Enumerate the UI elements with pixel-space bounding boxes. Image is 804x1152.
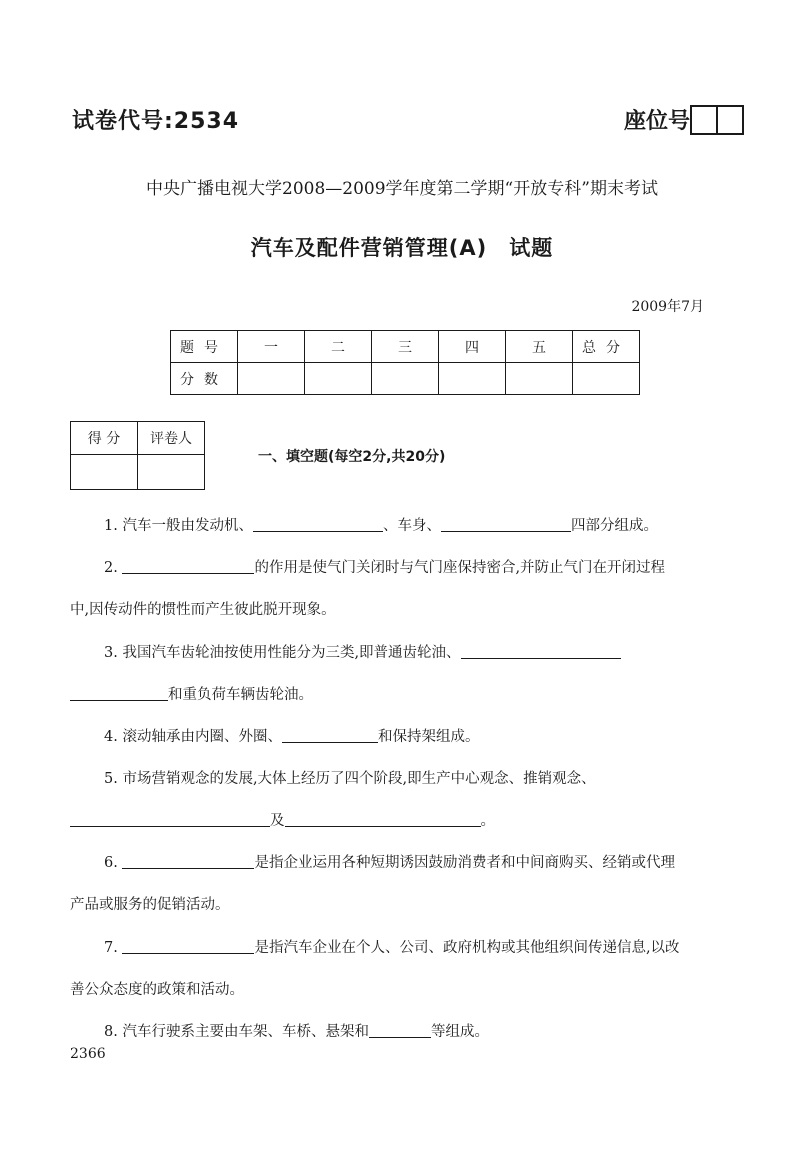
exam-title: 汽车及配件营销管理(A) 试题 bbox=[250, 236, 554, 260]
score-cell bbox=[238, 363, 305, 395]
question-5-continued bbox=[70, 809, 495, 830]
question-1 bbox=[104, 514, 658, 535]
answer-blank bbox=[253, 530, 383, 532]
score-col-1: 一 bbox=[238, 331, 305, 363]
question-5 bbox=[104, 767, 738, 788]
grader-name-cell bbox=[138, 455, 205, 490]
exam-code: 试卷代号:2534 bbox=[72, 109, 240, 134]
question-8 bbox=[104, 1020, 489, 1041]
question-2 bbox=[104, 556, 665, 577]
question-5-text-b: 及 bbox=[270, 813, 285, 829]
question-3 bbox=[104, 641, 621, 662]
question-1-text-c: 四部分组成。 bbox=[570, 518, 658, 534]
answer-blank bbox=[461, 657, 621, 659]
score-cell bbox=[305, 363, 372, 395]
question-4-text-b: 和保持架组成。 bbox=[377, 729, 480, 745]
score-col-4: 四 bbox=[439, 331, 506, 363]
answer-blank bbox=[369, 1036, 431, 1038]
exam-subtitle: 中央广播电视大学2008—2009学年度第二学期“开放专科”期末考试 bbox=[146, 179, 658, 199]
seat-number bbox=[624, 104, 744, 135]
seat-label: 座位号 bbox=[623, 109, 690, 134]
answer-blank bbox=[441, 530, 571, 532]
answer-blank bbox=[285, 825, 481, 827]
answer-blank bbox=[122, 572, 254, 574]
question-2-continued: 中,因传动件的惯性而产生彼此脱开现象。 bbox=[70, 602, 336, 618]
section-title: 一、填空题(每空2分,共20分) bbox=[258, 449, 446, 465]
score-table-score-row bbox=[171, 363, 640, 395]
seat-box bbox=[716, 105, 744, 135]
score-cell bbox=[506, 363, 573, 395]
grader-table bbox=[70, 421, 205, 490]
question-6-continued: 产品或服务的促销活动。 bbox=[70, 897, 230, 913]
question-6-text-b: 是指企业运用各种短期诱因鼓励消费者和中间商购买、经销或代理 bbox=[254, 855, 675, 871]
question-6-text-a: 6. bbox=[104, 855, 123, 871]
question-8-text-a: 8. 汽车行驶系主要由车架、车桥、悬架和 bbox=[104, 1024, 369, 1040]
score-col-3: 三 bbox=[372, 331, 439, 363]
question-4 bbox=[104, 725, 479, 746]
question-7-text-b: 是指汽车企业在个人、公司、政府机构或其他组织间传递信息,以改 bbox=[254, 940, 680, 956]
question-2-text-a: 2. bbox=[104, 560, 123, 576]
question-7-continued: 善公众态度的政策和活动。 bbox=[70, 982, 244, 998]
score-cell bbox=[573, 363, 640, 395]
score-col-2: 二 bbox=[305, 331, 372, 363]
question-1-text-b: 、车身、 bbox=[382, 518, 441, 534]
answer-blank bbox=[122, 867, 254, 869]
question-6 bbox=[104, 851, 675, 872]
score-table-row1-label: 题号 bbox=[171, 331, 238, 363]
question-2-text-b: 的作用是使气门关闭时与气门座保持密合,并防止气门在开闭过程 bbox=[254, 560, 666, 576]
question-5-text-a: 5. 市场营销观念的发展,大体上经历了四个阶段,即生产中心观念、推销观念、 bbox=[104, 771, 596, 787]
score-table-header-row bbox=[171, 331, 640, 363]
score-table bbox=[170, 330, 640, 395]
question-5-text-c: 。 bbox=[480, 813, 495, 829]
score-col-5: 五 bbox=[506, 331, 573, 363]
exam-date: 2009年7月 bbox=[631, 299, 704, 315]
grader-empty-row bbox=[71, 455, 205, 490]
question-1-text-a: 1. 汽车一般由发动机、 bbox=[104, 518, 253, 534]
question-8-text-b: 等组成。 bbox=[430, 1024, 489, 1040]
seat-boxes bbox=[692, 105, 744, 135]
answer-blank bbox=[70, 825, 270, 827]
page-code: 2366 bbox=[70, 1046, 106, 1062]
answer-blank bbox=[282, 741, 378, 743]
grader-score-label: 得 分 bbox=[71, 422, 138, 455]
question-7-text-a: 7. bbox=[104, 940, 123, 956]
question-3-text-b: 和重负荷车辆齿轮油。 bbox=[168, 687, 313, 703]
question-3-continued bbox=[70, 683, 313, 704]
grader-header-row bbox=[71, 422, 205, 455]
grader-name-label: 评卷人 bbox=[138, 422, 205, 455]
score-table-row2-label: 分数 bbox=[171, 363, 238, 395]
answer-blank bbox=[122, 952, 254, 954]
answer-blank bbox=[70, 699, 168, 701]
grader-score-cell bbox=[71, 455, 138, 490]
question-4-text-a: 4. 滚动轴承由内圈、外圈、 bbox=[104, 729, 282, 745]
question-7 bbox=[104, 936, 680, 957]
question-3-text-a: 3. 我国汽车齿轮油按使用性能分为三类,即普通齿轮油、 bbox=[104, 645, 461, 661]
score-col-total: 总分 bbox=[573, 331, 640, 363]
score-cell bbox=[372, 363, 439, 395]
seat-box bbox=[690, 105, 718, 135]
score-cell bbox=[439, 363, 506, 395]
